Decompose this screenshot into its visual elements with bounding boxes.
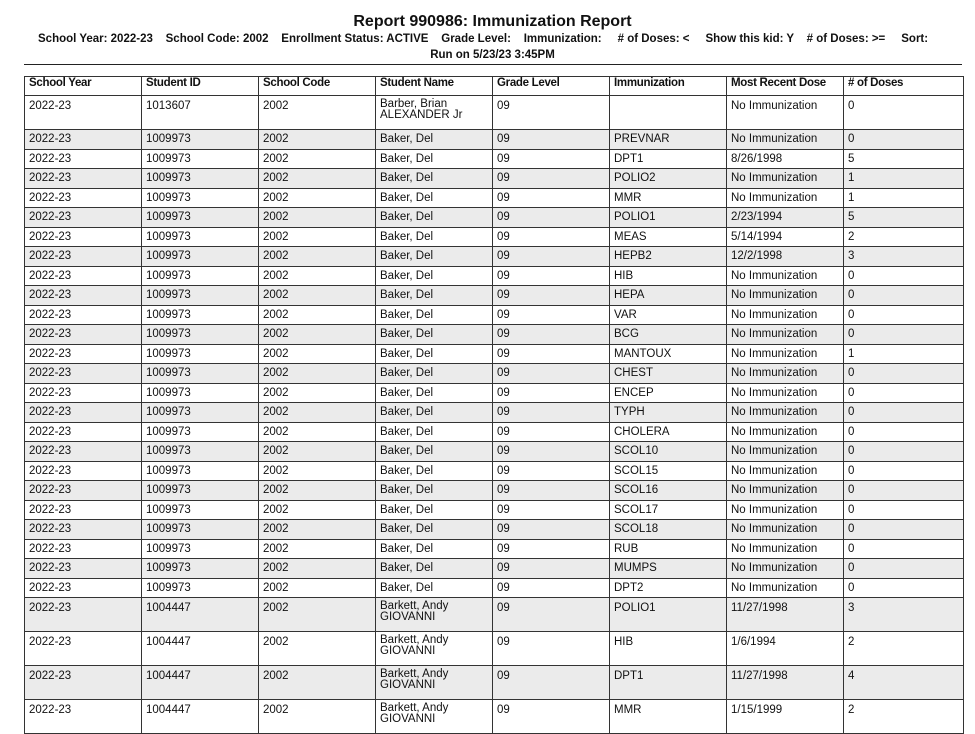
student-name-cell: Barkett, Andy GIOVANNI [376, 700, 493, 734]
most-recent-dose-cell: No Immunization [727, 422, 844, 442]
most-recent-dose-cell: No Immunization [727, 481, 844, 501]
school-code-cell: 2002 [259, 383, 376, 403]
student-name-cell: Baker, Del [376, 305, 493, 325]
school-year-cell: 2022-23 [25, 461, 142, 481]
school-code-cell: 2002 [259, 169, 376, 189]
num-doses-cell: 1 [844, 188, 964, 208]
num-doses-cell: 1 [844, 169, 964, 189]
table-row [25, 520, 964, 540]
table-row [25, 208, 964, 228]
grade-level-cell: 09 [493, 632, 610, 666]
school-year-cell: 2022-23 [25, 632, 142, 666]
num-doses-cell: 0 [844, 130, 964, 150]
student-id-cell: 1009973 [142, 305, 259, 325]
most-recent-dose-cell: No Immunization [727, 188, 844, 208]
immunization-cell: POLIO1 [610, 208, 727, 228]
grade-level-cell: 09 [493, 169, 610, 189]
most-recent-dose-cell: No Immunization [727, 578, 844, 598]
most-recent-dose-cell: 11/27/1998 [727, 598, 844, 632]
table-row [25, 598, 964, 632]
student-id-cell: 1009973 [142, 169, 259, 189]
most-recent-dose-cell: 2/23/1994 [727, 208, 844, 228]
school-code-cell: 2002 [259, 266, 376, 286]
num-doses-cell: 0 [844, 305, 964, 325]
student-name-cell: Baker, Del [376, 227, 493, 247]
table-row [25, 325, 964, 345]
grade-level-cell: 09 [493, 481, 610, 501]
grade-level-cell: 09 [493, 344, 610, 364]
student-id-cell: 1009973 [142, 442, 259, 462]
col-immunization-header: Immunization [610, 77, 727, 96]
student-name-cell: Baker, Del [376, 403, 493, 423]
student-name-cell: Baker, Del [376, 188, 493, 208]
immunization-cell: DPT2 [610, 578, 727, 598]
grade-level-cell: 09 [493, 598, 610, 632]
school-year-cell: 2022-23 [25, 598, 142, 632]
school-code-cell: 2002 [259, 520, 376, 540]
school-year-cell: 2022-23 [25, 227, 142, 247]
student-id-cell: 1009973 [142, 344, 259, 364]
grade-level-cell: 09 [493, 325, 610, 345]
grade-level-cell: 09 [493, 539, 610, 559]
student-name-cell: Baker, Del [376, 578, 493, 598]
student-name-cell: Baker, Del [376, 559, 493, 579]
school-code-cell: 2002 [259, 539, 376, 559]
school-year-cell: 2022-23 [25, 169, 142, 189]
school-code-cell: 2002 [259, 666, 376, 700]
immunization-table [24, 76, 964, 734]
num-doses-cell: 5 [844, 149, 964, 169]
num-doses-cell: 0 [844, 364, 964, 384]
most-recent-dose-cell: 11/27/1998 [727, 666, 844, 700]
student-name-cell: Baker, Del [376, 442, 493, 462]
school-code-cell: 2002 [259, 227, 376, 247]
col-school-code-header: School Code [259, 77, 376, 96]
table-row [25, 500, 964, 520]
col-grade-level-header: Grade Level [493, 77, 610, 96]
grade-level-cell: 09 [493, 286, 610, 306]
student-id-cell: 1009973 [142, 247, 259, 267]
student-id-cell: 1009973 [142, 188, 259, 208]
num-doses-cell: 0 [844, 520, 964, 540]
most-recent-dose-cell: No Immunization [727, 344, 844, 364]
immunization-cell: MMR [610, 188, 727, 208]
table-row [25, 169, 964, 189]
student-name-cell: Baker, Del [376, 208, 493, 228]
immunization-cell: POLIO1 [610, 598, 727, 632]
col-school-year-header: School Year [25, 77, 142, 96]
student-name-cell: Baker, Del [376, 149, 493, 169]
table-row [25, 481, 964, 501]
school-code-cell: 2002 [259, 96, 376, 130]
most-recent-dose-cell: 1/6/1994 [727, 632, 844, 666]
school-year-cell: 2022-23 [25, 344, 142, 364]
student-id-cell: 1004447 [142, 632, 259, 666]
school-year-cell: 2022-23 [25, 247, 142, 267]
student-id-cell: 1004447 [142, 666, 259, 700]
table-row [25, 96, 964, 130]
school-year-cell: 2022-23 [25, 96, 142, 130]
grade-level-cell: 09 [493, 422, 610, 442]
grade-level-cell: 09 [493, 383, 610, 403]
table-row [25, 266, 964, 286]
most-recent-dose-cell: No Immunization [727, 305, 844, 325]
table-row [25, 286, 964, 306]
school-code-cell: 2002 [259, 598, 376, 632]
table-row [25, 559, 964, 579]
most-recent-dose-cell: No Immunization [727, 383, 844, 403]
table-row [25, 247, 964, 267]
grade-level-cell: 09 [493, 130, 610, 150]
student-id-cell: 1009973 [142, 325, 259, 345]
table-row [25, 305, 964, 325]
most-recent-dose-cell: No Immunization [727, 461, 844, 481]
school-code-cell: 2002 [259, 559, 376, 579]
most-recent-dose-cell: No Immunization [727, 500, 844, 520]
student-name-cell: Barkett, Andy GIOVANNI [376, 632, 493, 666]
num-doses-cell: 0 [844, 539, 964, 559]
student-name-cell: Baker, Del [376, 266, 493, 286]
school-year-cell: 2022-23 [25, 539, 142, 559]
immunization-cell: VAR [610, 305, 727, 325]
school-code-cell: 2002 [259, 461, 376, 481]
num-doses-cell: 0 [844, 266, 964, 286]
table-body [25, 96, 964, 734]
grade-level-cell: 09 [493, 149, 610, 169]
table-row [25, 344, 964, 364]
student-id-cell: 1009973 [142, 130, 259, 150]
immunization-cell: MMR [610, 700, 727, 734]
school-year-cell: 2022-23 [25, 700, 142, 734]
immunization-cell: CHOLERA [610, 422, 727, 442]
school-year-cell: 2022-23 [25, 500, 142, 520]
num-doses-cell: 4 [844, 666, 964, 700]
num-doses-cell: 0 [844, 286, 964, 306]
student-name-cell: Baker, Del [376, 364, 493, 384]
school-code-cell: 2002 [259, 344, 376, 364]
most-recent-dose-cell: No Immunization [727, 364, 844, 384]
grade-level-cell: 09 [493, 500, 610, 520]
grade-level-cell: 09 [493, 442, 610, 462]
school-year-cell: 2022-23 [25, 208, 142, 228]
table-row [25, 700, 964, 734]
num-doses-cell: 0 [844, 578, 964, 598]
school-year-cell: 2022-23 [25, 383, 142, 403]
student-id-cell: 1009973 [142, 461, 259, 481]
immunization-cell: SCOL16 [610, 481, 727, 501]
most-recent-dose-cell: No Immunization [727, 130, 844, 150]
school-year-cell: 2022-23 [25, 188, 142, 208]
immunization-cell: HIB [610, 266, 727, 286]
school-code-cell: 2002 [259, 500, 376, 520]
immunization-cell: HEPB2 [610, 247, 727, 267]
student-name-cell: Baker, Del [376, 130, 493, 150]
immunization-cell: SCOL18 [610, 520, 727, 540]
student-id-cell: 1009973 [142, 481, 259, 501]
immunization-cell: POLIO2 [610, 169, 727, 189]
immunization-cell: BCG [610, 325, 727, 345]
student-id-cell: 1009973 [142, 403, 259, 423]
student-id-cell: 1009973 [142, 286, 259, 306]
table-row [25, 422, 964, 442]
table-row [25, 666, 964, 700]
table-row [25, 442, 964, 462]
student-id-cell: 1009973 [142, 539, 259, 559]
immunization-cell: RUB [610, 539, 727, 559]
num-doses-cell: 0 [844, 442, 964, 462]
grade-level-cell: 09 [493, 208, 610, 228]
num-doses-cell: 2 [844, 227, 964, 247]
most-recent-dose-cell: No Immunization [727, 403, 844, 423]
col-student-name-header: Student Name [376, 77, 493, 96]
school-year-cell: 2022-23 [25, 286, 142, 306]
num-doses-cell: 0 [844, 422, 964, 442]
student-name-cell: Baker, Del [376, 247, 493, 267]
col-student-id-header: Student ID [142, 77, 259, 96]
num-doses-cell: 0 [844, 559, 964, 579]
student-id-cell: 1009973 [142, 559, 259, 579]
grade-level-cell: 09 [493, 247, 610, 267]
num-doses-cell: 0 [844, 96, 964, 130]
school-code-cell: 2002 [259, 208, 376, 228]
student-name-cell: Baker, Del [376, 383, 493, 403]
school-year-cell: 2022-23 [25, 130, 142, 150]
num-doses-cell: 5 [844, 208, 964, 228]
school-code-cell: 2002 [259, 481, 376, 501]
immunization-cell: DPT1 [610, 666, 727, 700]
table-row [25, 149, 964, 169]
immunization-cell: MANTOUX [610, 344, 727, 364]
header-divider [24, 64, 962, 65]
school-code-cell: 2002 [259, 578, 376, 598]
num-doses-cell: 0 [844, 461, 964, 481]
school-code-cell: 2002 [259, 700, 376, 734]
table-row [25, 461, 964, 481]
most-recent-dose-cell: No Immunization [727, 539, 844, 559]
student-id-cell: 1009973 [142, 422, 259, 442]
grade-level-cell: 09 [493, 666, 610, 700]
school-code-cell: 2002 [259, 442, 376, 462]
grade-level-cell: 09 [493, 520, 610, 540]
grade-level-cell: 09 [493, 364, 610, 384]
grade-level-cell: 09 [493, 403, 610, 423]
school-year-cell: 2022-23 [25, 266, 142, 286]
immunization-cell: TYPH [610, 403, 727, 423]
grade-level-cell: 09 [493, 559, 610, 579]
col-num-doses-header: # of Doses [844, 77, 964, 96]
student-id-cell: 1009973 [142, 208, 259, 228]
num-doses-cell: 1 [844, 344, 964, 364]
school-code-cell: 2002 [259, 325, 376, 345]
immunization-cell: PREVNAR [610, 130, 727, 150]
school-year-cell: 2022-23 [25, 325, 142, 345]
report-run-timestamp: Run on 5/23/23 3:45PM [430, 49, 555, 61]
num-doses-cell: 2 [844, 632, 964, 666]
num-doses-cell: 0 [844, 481, 964, 501]
most-recent-dose-cell: No Immunization [727, 325, 844, 345]
immunization-cell: SCOL10 [610, 442, 727, 462]
grade-level-cell: 09 [493, 700, 610, 734]
num-doses-cell: 0 [844, 403, 964, 423]
school-code-cell: 2002 [259, 247, 376, 267]
student-id-cell: 1009973 [142, 500, 259, 520]
table-row [25, 578, 964, 598]
student-id-cell: 1009973 [142, 578, 259, 598]
immunization-cell: DPT1 [610, 149, 727, 169]
immunization-cell: SCOL17 [610, 500, 727, 520]
student-id-cell: 1009973 [142, 364, 259, 384]
immunization-cell: ENCEP [610, 383, 727, 403]
student-name-cell: Barkett, Andy GIOVANNI [376, 666, 493, 700]
student-id-cell: 1009973 [142, 383, 259, 403]
student-name-cell: Baker, Del [376, 169, 493, 189]
student-name-cell: Barkett, Andy GIOVANNI [376, 598, 493, 632]
student-name-cell: Baker, Del [376, 461, 493, 481]
table-row [25, 364, 964, 384]
table-row [25, 188, 964, 208]
most-recent-dose-cell: 12/2/1998 [727, 247, 844, 267]
grade-level-cell: 09 [493, 461, 610, 481]
report-title: Report 990986: Immunization Report [353, 13, 632, 30]
num-doses-cell: 3 [844, 598, 964, 632]
student-name-cell: Baker, Del [376, 539, 493, 559]
most-recent-dose-cell: 1/15/1999 [727, 700, 844, 734]
school-code-cell: 2002 [259, 286, 376, 306]
school-year-cell: 2022-23 [25, 422, 142, 442]
most-recent-dose-cell: No Immunization [727, 559, 844, 579]
immunization-cell: CHEST [610, 364, 727, 384]
most-recent-dose-cell: No Immunization [727, 442, 844, 462]
immunization-cell: HIB [610, 632, 727, 666]
school-year-cell: 2022-23 [25, 666, 142, 700]
school-code-cell: 2002 [259, 130, 376, 150]
student-name-cell: Baker, Del [376, 500, 493, 520]
student-name-cell: Baker, Del [376, 481, 493, 501]
student-id-cell: 1009973 [142, 266, 259, 286]
student-name-cell: Baker, Del [376, 344, 493, 364]
table-row [25, 383, 964, 403]
grade-level-cell: 09 [493, 96, 610, 130]
student-name-cell: Baker, Del [376, 422, 493, 442]
school-code-cell: 2002 [259, 403, 376, 423]
immunization-cell: SCOL15 [610, 461, 727, 481]
school-code-cell: 2002 [259, 422, 376, 442]
school-year-cell: 2022-23 [25, 149, 142, 169]
grade-level-cell: 09 [493, 266, 610, 286]
school-code-cell: 2002 [259, 305, 376, 325]
grade-level-cell: 09 [493, 227, 610, 247]
table-row [25, 130, 964, 150]
student-name-cell: Baker, Del [376, 286, 493, 306]
student-id-cell: 1004447 [142, 598, 259, 632]
school-code-cell: 2002 [259, 632, 376, 666]
most-recent-dose-cell: No Immunization [727, 169, 844, 189]
school-year-cell: 2022-23 [25, 520, 142, 540]
grade-level-cell: 09 [493, 188, 610, 208]
table-row [25, 539, 964, 559]
num-doses-cell: 3 [844, 247, 964, 267]
school-year-cell: 2022-23 [25, 578, 142, 598]
table-row [25, 403, 964, 423]
most-recent-dose-cell: No Immunization [727, 286, 844, 306]
student-name-cell: Baker, Del [376, 325, 493, 345]
num-doses-cell: 2 [844, 700, 964, 734]
school-year-cell: 2022-23 [25, 403, 142, 423]
most-recent-dose-cell: No Immunization [727, 520, 844, 540]
table-header-row [25, 77, 964, 96]
num-doses-cell: 0 [844, 383, 964, 403]
table-row [25, 227, 964, 247]
school-year-cell: 2022-23 [25, 364, 142, 384]
school-year-cell: 2022-23 [25, 559, 142, 579]
school-code-cell: 2002 [259, 364, 376, 384]
student-id-cell: 1009973 [142, 520, 259, 540]
student-id-cell: 1013607 [142, 96, 259, 130]
most-recent-dose-cell: 5/14/1994 [727, 227, 844, 247]
student-id-cell: 1004447 [142, 700, 259, 734]
immunization-cell: HEPA [610, 286, 727, 306]
student-id-cell: 1009973 [142, 227, 259, 247]
immunization-cell: MUMPS [610, 559, 727, 579]
grade-level-cell: 09 [493, 305, 610, 325]
immunization-cell [610, 96, 727, 130]
most-recent-dose-cell: No Immunization [727, 96, 844, 130]
most-recent-dose-cell: No Immunization [727, 266, 844, 286]
immunization-cell: MEAS [610, 227, 727, 247]
grade-level-cell: 09 [493, 578, 610, 598]
school-code-cell: 2002 [259, 149, 376, 169]
school-code-cell: 2002 [259, 188, 376, 208]
school-year-cell: 2022-23 [25, 305, 142, 325]
school-year-cell: 2022-23 [25, 481, 142, 501]
most-recent-dose-cell: 8/26/1998 [727, 149, 844, 169]
table-row [25, 632, 964, 666]
num-doses-cell: 0 [844, 500, 964, 520]
school-year-cell: 2022-23 [25, 442, 142, 462]
student-name-cell: Baker, Del [376, 520, 493, 540]
student-name-cell: Barber, Brian ALEXANDER Jr [376, 96, 493, 130]
report-parameters: School Year: 2022-23 School Code: 2002 Enrollment Status: ACTIVE Grade Level: Immunization: # of Doses: < Show this kid: Y # of Doses: >= Sort: [38, 33, 929, 45]
num-doses-cell: 0 [844, 325, 964, 345]
student-id-cell: 1009973 [142, 149, 259, 169]
col-most-recent-dose-header: Most Recent Dose [727, 77, 844, 96]
